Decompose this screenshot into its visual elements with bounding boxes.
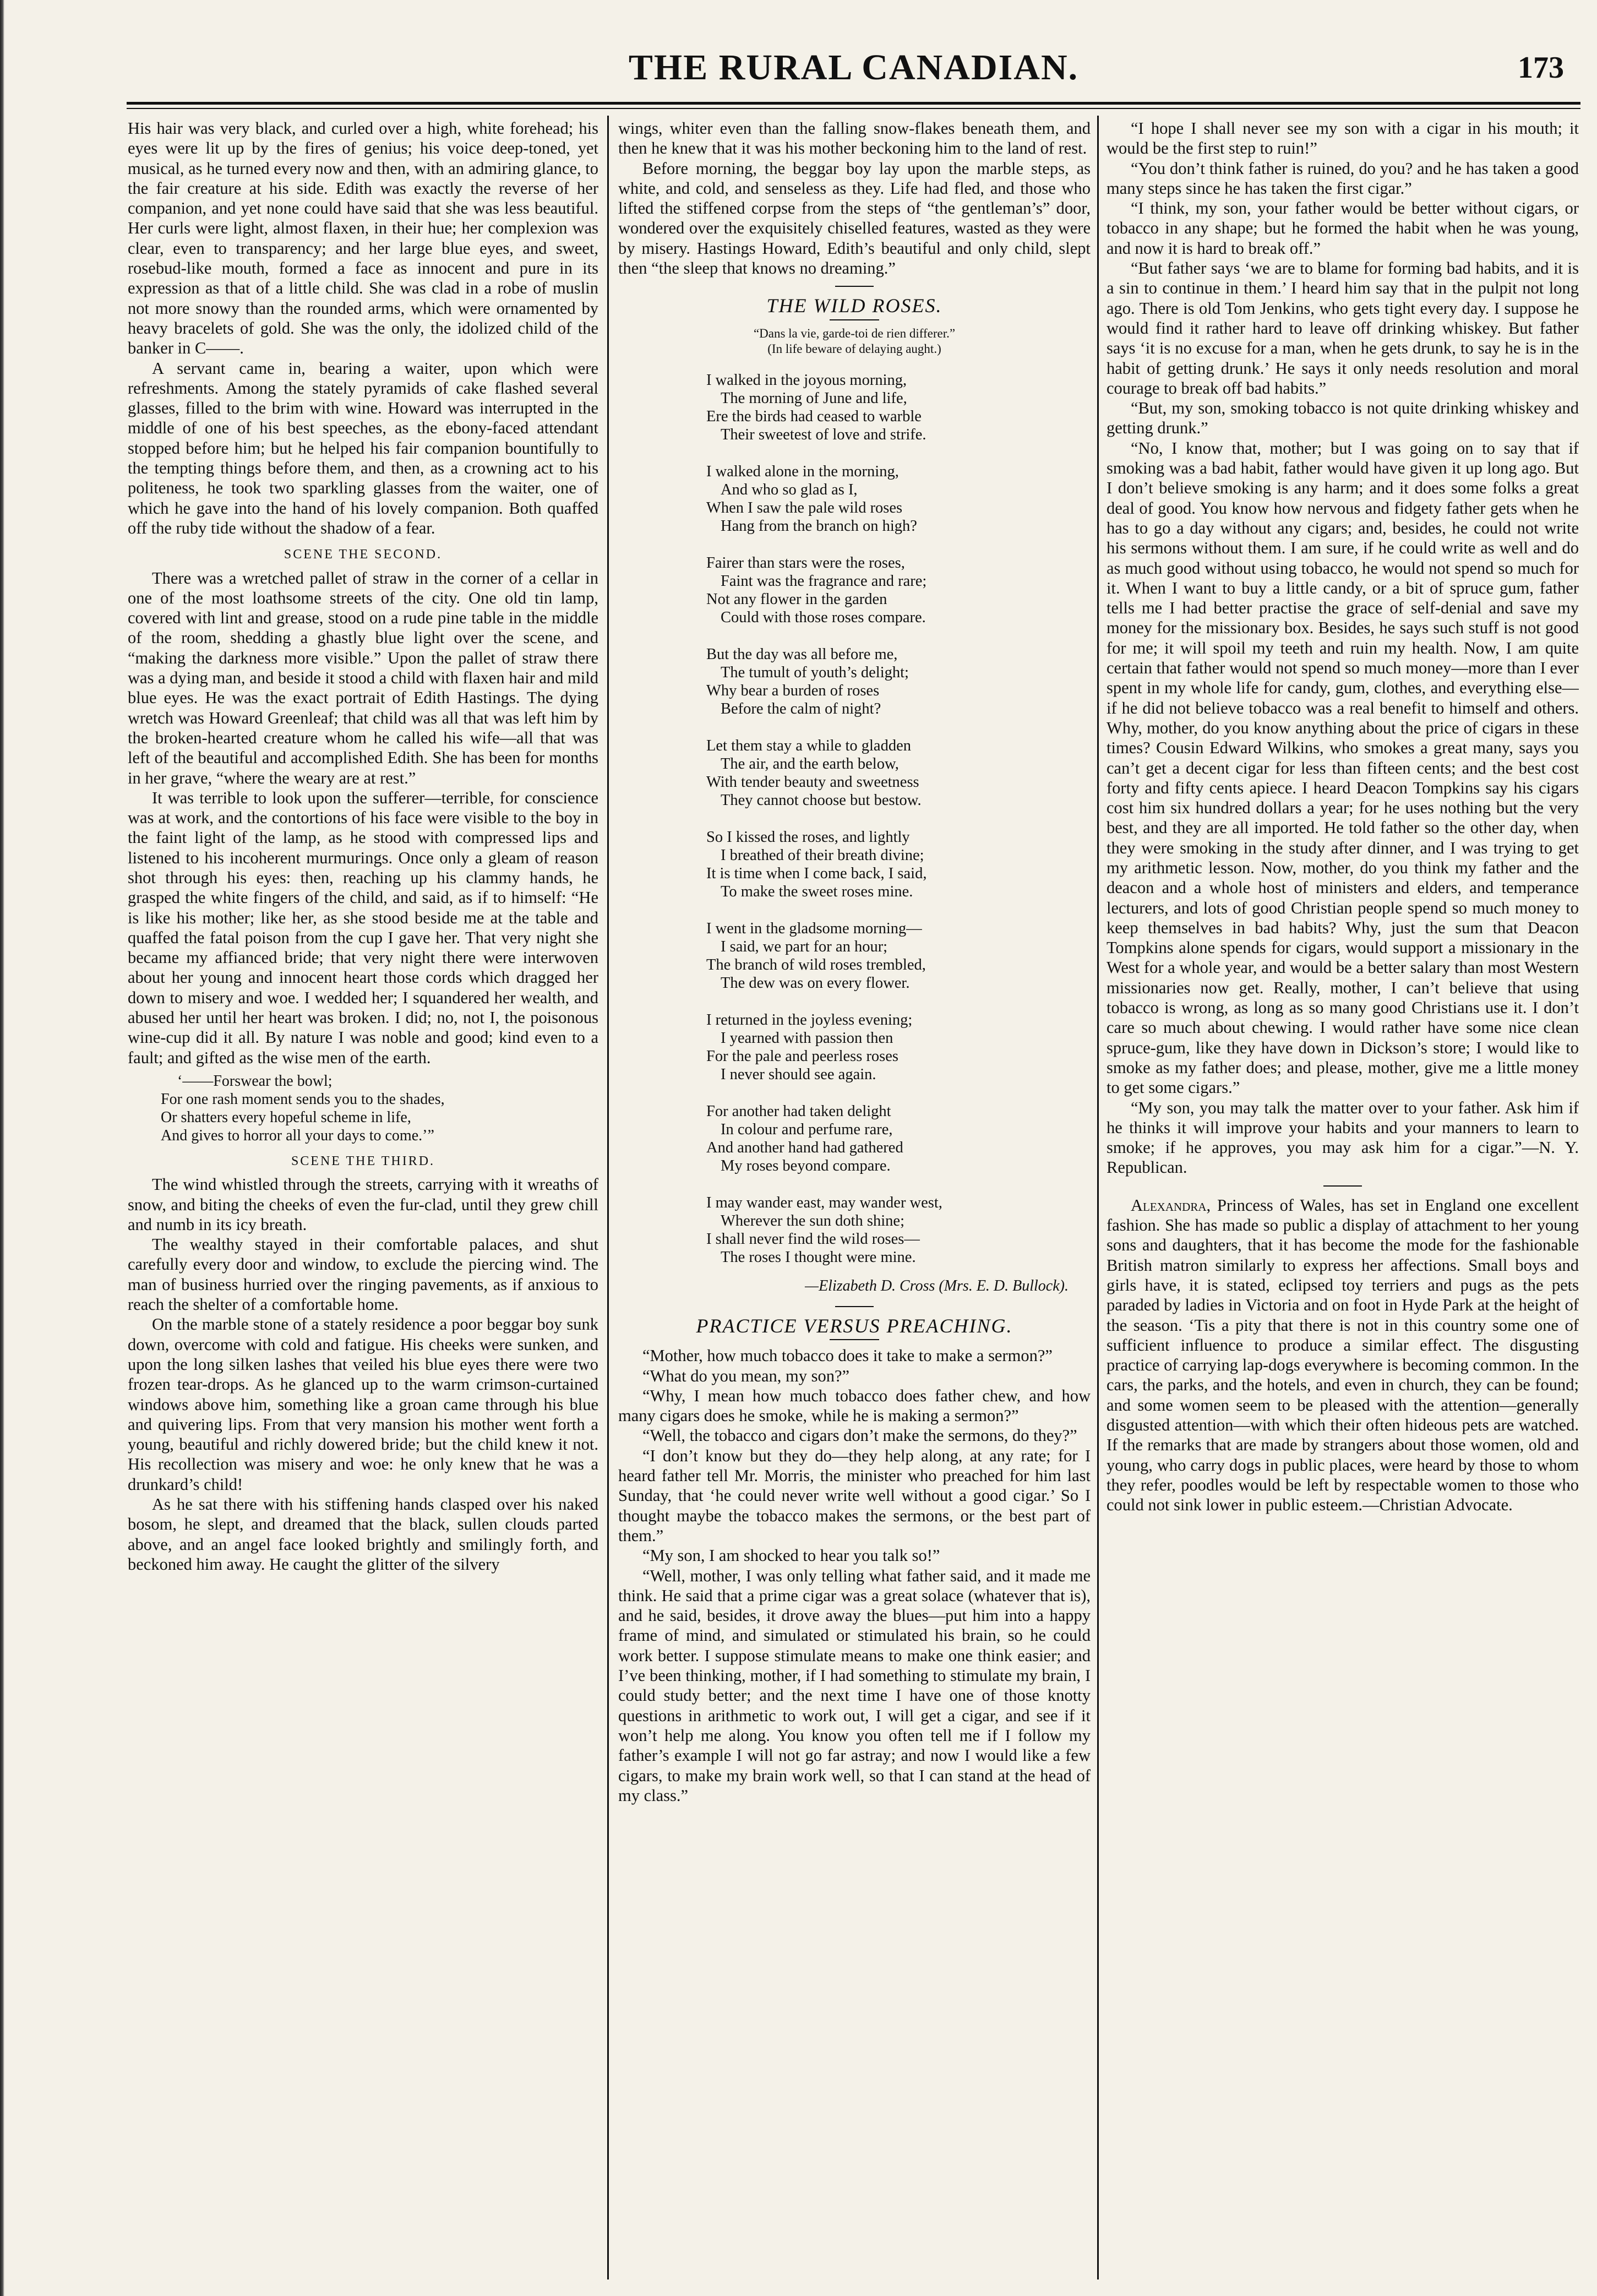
news-item-lead: Alexandra,: [1131, 1195, 1211, 1215]
newspaper-title: THE RURAL CANADIAN.: [628, 47, 1079, 88]
story-paragraph: The wind whistled through the streets, carrying with it wreaths of snow, and biting the cheeks of even the fur-clad, until they grew chill and numb in its icy breath.: [128, 1175, 598, 1234]
title-rule: [830, 1339, 879, 1340]
section-rule: [1323, 1185, 1362, 1187]
page-number: 173: [1518, 51, 1564, 85]
verse-line: Or shatters every hopeful scheme in life,: [161, 1108, 411, 1126]
story-paragraph: wings, whiter even than the falling snow-flakes beneath them, and then he knew that it was his mother beckoning him to the land of rest.: [618, 119, 1091, 158]
poem-stanza: [618, 463, 1091, 535]
masthead: [127, 47, 1580, 99]
poem-line: I may wander east, may wander west,: [706, 1194, 942, 1211]
poem-stanza: [618, 1011, 1091, 1084]
section-rule: [835, 1306, 874, 1307]
article-paragraph: “I hope I shall never see my son with a cigar in his mouth; it would be the first step to ruin!”: [1107, 119, 1579, 158]
verse-quote: [161, 1072, 598, 1145]
article-paragraph: “But, my son, smoking tobacco is not quite drinking whiskey and getting drunk.”: [1107, 399, 1579, 438]
poem-line: I went in the gladsome morning—: [706, 920, 922, 937]
poem-line: With tender beauty and sweetness: [706, 773, 919, 791]
poem-line: Before the calm of night?: [721, 700, 881, 717]
scene-heading: SCENE THE SECOND.: [284, 547, 443, 562]
article-paragraph: “Well, mother, I was only telling what father said, and it made me think. He said that a prime cigar was a great solace (whatever that is), and he said, besides, it drove away the blues—put him into a happy frame of mind, and simulated or stimulated his brain, so he could work better. I suppose stimulate means to make one think easier; and I’ve been thinking, mother, if I had something to stimulate my brain, I could study better; and the next time I have one of those knotty questions in arithmetic to work out, I will get a cigar, and see if it won’t help me along. You know you often tell me if I follow my father’s example I will not go far astray; and now I would like a few cigars, to make my brain work well, so that I can stand at the head of my class.”: [618, 1566, 1091, 1805]
poem-line: Wherever the sun doth shine;: [721, 1212, 904, 1229]
story-paragraph: As he sat there with his stiffening hands clasped over his naked bosom, he slept, and dreamed that the black, sullen clouds parted above, and an angel face looked brightly and smilingly forth, and beckoned him away. He caught the glitter of the silvery: [128, 1495, 598, 1574]
poem-line: I breathed of their breath divine;: [721, 846, 924, 864]
story-paragraph: Before morning, the beggar boy lay upon the marble steps, as white, and cold, and senseless as they. Life had fled, and those who lifted the stiffened corpse from the steps of “the gentleman’s” door, wondered over the exquisitely chiselled features, wasted as they were by misery. Hastings Howard, Edith’s beautiful and only child, slept then “the sleep that knows no dreaming.”: [618, 159, 1091, 278]
article-paragraph: “No, I know that, mother; but I was going on to say that if smoking was a bad habit, father would have given it up long ago. But I don’t believe smoking is any harm; and it does some folks a great deal of good. You know how nervous and fidgety father gets when he has to go a day without any cigars; and, besides, he could not write his sermons without them. I am sure, if he could write as well and do as much good without using tobacco, he would not spend so much for it. When I want to buy a little candy, or a bit of spruce gum, father tells me I had better practise the grace of self-denial and save my money for the missionary box. Besides, he says such stuff is not good for me; it will spoil my teeth and ruin my health. Now, I am quite certain that father would not spend so much money—more than I ever spent in my whole life for candy, gum, clothes, and everything else—if he did not believe tobacco was a real benefit to himself and others. Why, mother, do you know anything about the price of cigars in these times? Cousin Edward Wilkins, who smokes a great many, says you can’t get a decent cigar for less than fifteen cents; and the best cost forty and fifty cents apiece. I heard Deacon Tompkins say his cigars cost him six hundred dollars a year; for he uses nothing but the very best, and they are all imported. He told father so the other day, when they were smoking in the study after dinner, and I was trying to get my arithmetic lesson. Now, mother, do you think my father and the deacon and a whole host of ministers and elders, and temperance lecturers, and lots of good Christian people spend so much money to keep themselves in bad habits? Why, just the sum that Deacon Tompkins alone spends for cigars, would support a missionary in the West for a whole year, and would be a better salary than most Western missionaries now get. Really, mother, I can’t believe that using tobacco is wrong, as long as so many good Christians use it. I don’t care so much about chewing. I would rather have some nice clean spruce-gum, like they have down in Dickson’s store; I would like to smoke as my father does; and please, mother, give me a little money to get some cigars.”: [1107, 438, 1579, 1097]
story-paragraph: There was a wretched pallet of straw in the corner of a cellar in one of the most loathsome streets of the city. One old tin lamp, covered with lint and grease, stood on a rude pine table in the middle of the room, shedding a ghastly blue light over the scene, and “making the darkness more visible.” Upon the pallet of straw there was a dying man, and beside it stood a child with flaxen hair and mild blue eyes. He was the exact portrait of Edith Hastings. The dying wretch was Howard Greenleaf; that child was all that was left him by the broken-hearted creature whom he called his wife—all that was left of the beautiful and accomplished Edith. She has been for months in her grave, “where the weary are at rest.”: [128, 568, 598, 787]
poem-line: The morning of June and life,: [721, 389, 907, 407]
column-divider: [607, 116, 609, 2279]
poem-line: And another hand had gathered: [706, 1139, 903, 1156]
article-paragraph: “What do you mean, my son?”: [642, 1366, 850, 1385]
poem-epigraph: [618, 326, 1091, 357]
column-divider: [1097, 116, 1099, 2279]
article-body: [618, 1346, 1091, 1805]
verse-line: ‘——Forswear the bowl;: [177, 1072, 333, 1090]
article-title: PRACTICE VERSUS PREACHING.: [696, 1314, 1013, 1337]
poem-line: For the pale and peerless roses: [706, 1047, 899, 1065]
poem-body: [618, 371, 1091, 1266]
article-paragraph: “I think, my son, your father would be better without cigars, or tobacco in any shape; but he formed the habit when he was young, and now it is hard to break off.”: [1107, 199, 1579, 258]
poem-stanza: [618, 371, 1091, 444]
article-paragraph: “I don’t know but they do—they help along, at any rate; for I heard father tell Mr. Morris, the minister who preached for him last Sunday, that ‘he could never write well without a good cigar.’ So I thought maybe the tobacco makes the sermons, or the best part of them.”: [618, 1446, 1091, 1545]
poem-line: The tumult of youth’s delight;: [721, 663, 909, 681]
verse-line: And gives to horror all your days to come.’”: [161, 1127, 434, 1144]
section-rule: [835, 286, 874, 287]
poem-line: To make the sweet roses mine.: [721, 883, 913, 900]
page-edge-mark: [0, 0, 4, 2296]
poem-line: Faint was the fragrance and rare;: [721, 572, 927, 590]
poem-stanza: [618, 737, 1091, 809]
title-rule: [830, 319, 879, 320]
poem-line: But the day was all before me,: [706, 645, 898, 663]
poem-line: I said, we part for an hour;: [721, 938, 888, 955]
poem-line: I returned in the joyless evening;: [706, 1011, 913, 1029]
poem-line: Fairer than stars were the roses,: [706, 554, 905, 572]
poem-title: THE WILD ROSES.: [766, 295, 942, 317]
poem-line: I walked alone in the morning,: [706, 463, 899, 480]
epigraph-line: “Dans la vie, garde-toi de rien differer.”: [753, 326, 956, 340]
poem-line: It is time when I come back, I said,: [706, 864, 927, 882]
story-paragraph: It was terrible to look upon the sufferer—terrible, for conscience was at work, and the contortions of his face were visible to the boy in the faint light of the lamp, as he stood with compressed lips and listened to his incoherent murmurings. Once only a gleam of reason shot through his eyes: then, reaching up his clammy hands, he grasped the white fingers of the child, and said, as if to himself: “He is like his mother; like her, as she stood beside me at the table and quaffed the fatal poison from the cup I gave her. That very night she became my affianced bride; that very night there were interwoven about her young and innocent heart those cords which dragged her down to misery and woe. I wedded her; I squandered her wealth, and abused her until her heart was broken. I did; no, not I, the poisonous wine-cup did it all. By nature I was noble and good; kind even to a fault; and gifted as the wise men of the earth.: [128, 788, 598, 1067]
poem-line: The roses I thought were mine.: [721, 1248, 916, 1266]
poem-line: Ere the birds had ceased to warble: [706, 407, 922, 425]
article-body: [1107, 118, 1579, 1178]
scene-heading: SCENE THE THIRD.: [291, 1154, 435, 1168]
poem-line: Let them stay a while to gladden: [706, 737, 911, 754]
poem-line: When I saw the pale wild roses: [706, 499, 903, 516]
poem-line: They cannot choose but bestow.: [721, 791, 922, 809]
epigraph-translation: (In life beware of delaying aught.): [767, 341, 941, 356]
story-paragraph: A servant came in, bearing a waiter, upon which were refreshments. Among the stately pyramids of cake flashed several glasses, filled to the brim with wine. Howard was interrupted in the middle of one of his best speeches, as the ebony-faced attendant stopped before him; but he helped his fair companion bountifully to the tempting things before them, and then, as a crowning act to his politeness, he took two sparkling glasses from the waiter, one of which he gave into the hand of his lovely companion. Both quaffed off the ruby tide without the shadow of a fear.: [128, 358, 598, 537]
poem-line: The dew was on every flower.: [721, 974, 910, 992]
poem-line: The air, and the earth below,: [721, 755, 899, 772]
story-paragraph: On the marble stone of a stately residence a poor beggar boy sunk down, overcome with cold and fatigue. His cheeks were sunken, and upon the long silken lashes that veiled his blue eyes there were two frozen tear-drops. As he glanced up to the warm crimson-curtained windows above him, something like a groan came through his blue and quivering lips. From that very mansion his mother went forth a young, beautiful and richly dowered bride; but the child knew it not. His recollection was misery and woe: he only knew that he was a drunkard’s child!: [128, 1315, 598, 1494]
news-item-text: Princess of Wales, has set in England one excellent fashion. She has made so public a display of attachment to her young sons and daughters, that it has become the mode for the fashionable British matron similarly to express her affections. Small boys and girls have, it is stated, eclipsed toy terriers and pugs as the pets paraded by ladies in Victoria and on foot in Hyde Park at the height of the season. ‘Tis a pity that there is not in this country some one of sufficient influence to produce a similar effect. The disgusting practice of carrying lap-dogs everywhere is becoming common. In the cars, the parks, and the hotels, and even in church, they can be found; and some women seem to be pleased with the attention—generally disgusted attention—with which their often hideous pets are watched. If the remarks that are made by strangers about those women, old and young, who carry dogs in public places, were heard by those to whom they refer, poodles would be left by respectable women to those who could not sink lower in public esteem.—Christian Advocate.: [1107, 1195, 1579, 1515]
poem-author: —Elizabeth D. Cross (Mrs. E. D. Bullock).: [805, 1277, 1069, 1294]
article-paragraph: “You don’t think father is ruined, do you? and he has taken a good many steps since he has taken the first cigar.”: [1107, 159, 1579, 198]
poem-line: I yearned with passion then: [721, 1029, 893, 1047]
poem-stanza: [618, 1194, 1091, 1266]
poem-line: Their sweetest of love and strife.: [721, 426, 926, 443]
poem-line: Hang from the branch on high?: [721, 517, 917, 535]
poem-line: Not any flower in the garden: [706, 590, 887, 608]
poem-line: The branch of wild roses trembled,: [706, 956, 926, 973]
news-item: [1107, 1195, 1579, 1515]
poem-line: Could with those roses compare.: [721, 608, 926, 626]
poem-line: I shall never find the wild roses—: [706, 1230, 920, 1248]
column-3: [1107, 118, 1579, 2274]
article-paragraph: “Why, I mean how much tobacco does father chew, and how many cigars does he smoke, while he is making a sermon?”: [618, 1386, 1091, 1426]
header-rule-thin: [127, 108, 1580, 109]
poem-line: And who so glad as I,: [721, 481, 858, 498]
story-paragraph: The wealthy stayed in their comfortable palaces, and shut carefully every door and window, to exclude the piercing wind. The man of business hurried over the ringing pavements, as if anxious to reach the shelter of a comfortable home.: [128, 1235, 598, 1314]
verse-line: For one rash moment sends you to the shades,: [161, 1090, 445, 1108]
poem-line: Why bear a burden of roses: [706, 682, 880, 699]
poem-stanza: [618, 554, 1091, 627]
poem-line: I never should see again.: [721, 1065, 876, 1083]
article-paragraph: “Well, the tobacco and cigars don’t make the sermons, do they?”: [642, 1426, 1077, 1445]
poem-line: My roses beyond compare.: [721, 1157, 891, 1174]
poem-stanza: [618, 920, 1091, 992]
poem-line: For another had taken delight: [706, 1102, 891, 1120]
column-2: [618, 118, 1091, 2274]
article-paragraph: “But father says ‘we are to blame for forming bad habits, and it is a sin to continue in them.’ I heard him say that in the pulpit not long ago. There is old Tom Jenkins, who gets tight every day. I suppose he would find it rather hard to leave off drinking whiskey. But father says ‘it is no excuse for a man, when he gets drunk, to say he is in the habit of getting drunk.’ He says it only needs resolution and moral courage to break off bad habits.”: [1107, 259, 1579, 398]
header-rule-thick: [127, 102, 1580, 105]
poem-stanza: [618, 828, 1091, 901]
article-paragraph: “My son, I am shocked to hear you talk so!”: [642, 1546, 940, 1565]
article-paragraph: “My son, you may talk the matter over to your father. Ask him if he thinks it will improve your habits and your manners to learn to smoke; if he approves, you may ask him for a cigar.”—N. Y. Republican.: [1107, 1098, 1579, 1177]
poem-stanza: [618, 645, 1091, 718]
poem-line: I walked in the joyous morning,: [706, 371, 907, 389]
column-1: [128, 118, 598, 2274]
poem-stanza: [618, 1102, 1091, 1175]
article-paragraph: “Mother, how much tobacco does it take to make a sermon?”: [642, 1346, 1053, 1365]
poem-line: In colour and perfume rare,: [721, 1120, 893, 1138]
poem-line: So I kissed the roses, and lightly: [706, 828, 910, 846]
story-paragraph: His hair was very black, and curled over a high, white forehead; his eyes were lit up by the fires of genius; his voice deep-toned, yet musical, as he turned every now and then, with an admiring glance, to the fair creature at his side. Edith was exactly the reverse of her companion, and yet none could have said that she was less beautiful. Her curls were light, almost flaxen, in their hue; her complexion was clear, even to transparency; and her large blue eyes, and sweet, rosebud-like mouth, formed a face as innocent and pure in its expression as that of a little child. She was clad in a robe of muslin not more snowy than the rounded arms, which were ornamented by heavy bracelets of gold. She was the only, the idolized child of the banker in C——.: [128, 119, 598, 358]
